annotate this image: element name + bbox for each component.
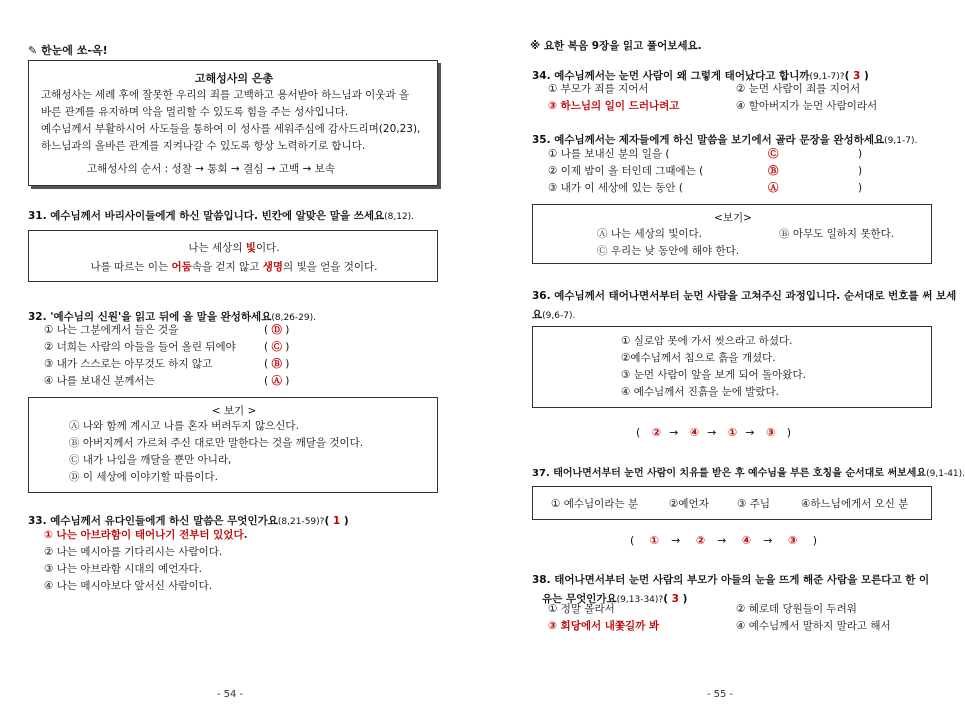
q33-option: ④ 나는 메시아보다 앞서신 사람이다. xyxy=(44,580,213,592)
section-header: ✎ 한눈에 쏘-옥! xyxy=(28,44,108,57)
q32-item: ④ 나를 보내신 분께서는 ( Ⓐ ) xyxy=(44,375,290,387)
question-38-ref: (9,13-34)? xyxy=(616,595,664,605)
question-37-text: 37. 태어나면서부터 눈먼 사람이 치유를 받은 후 예수님을 부른 호칭을 순서대로 써보세요 xyxy=(532,468,927,479)
question-34: 34. 예수님께서는 눈먼 사람이 왜 그렇게 태어났다고 합니까(9,1-7)?( 3 ) xyxy=(532,70,869,82)
page-number: - 54 - xyxy=(216,689,244,700)
q32-example-box xyxy=(28,397,438,493)
q37-titles-box xyxy=(532,486,932,520)
q37-title-item: ① 예수님이라는 분 xyxy=(551,498,639,510)
q35-items xyxy=(548,146,862,197)
q38-option: ① 정말 몰라서 xyxy=(548,603,615,615)
q35-box-item: Ⓐ 나는 세상의 빛이다. xyxy=(597,228,702,240)
q33-option: ② 나는 메시아를 기다리시는 사람이다. xyxy=(44,546,223,558)
question-32-ref: (8,26-29). xyxy=(271,313,316,323)
intro-text xyxy=(41,87,420,155)
q35-box-item: Ⓒ 우리는 낮 동안에 해야 한다. xyxy=(597,245,740,257)
q31-answer-box xyxy=(28,230,438,282)
q31-answer-darkness: 어둠 xyxy=(171,261,192,273)
q36-step: ① 실로암 못에 가서 씻으라고 하셨다. xyxy=(621,335,793,347)
q32-box-item: Ⓐ 나와 함께 계시고 나를 혼자 버려두지 않으신다. xyxy=(69,420,299,432)
q32-item: ③ 내가 스스로는 아무것도 하지 않고 ( Ⓑ ) xyxy=(44,358,290,370)
q38-option: ④ 예수님께서 말하지 말라고 해서 xyxy=(736,620,891,632)
q34-option: ① 부모가 죄를 지어서 xyxy=(548,83,649,95)
question-35 xyxy=(532,132,917,147)
q38-option: ② 혜로데 당원들이 두려워 xyxy=(736,603,857,615)
q34-options xyxy=(548,81,877,115)
right-page xyxy=(480,0,965,720)
q35-item: ② 이제 밤이 올 터인데 그때에는 ( Ⓑ ) xyxy=(548,165,863,177)
q31-answer-light: 빛 xyxy=(245,242,256,254)
q37-title-item: ④하느님에게서 오신 분 xyxy=(801,498,909,510)
question-35-text: 35. 예수님께서는 제자들에게 하신 말씀을 보기에서 골라 문장을 완성하세요 xyxy=(532,134,885,146)
q32-item: ① 나는 그분에게서 들은 것을 ( Ⓓ ) xyxy=(44,324,290,336)
q36-step: ③ 눈먼 사람이 앞을 보게 되어 돌아왔다. xyxy=(621,369,806,381)
question-38: 38. 태어나면서부터 눈먼 사람의 부모가 아들의 눈을 뜨게 해준 사람을 모른다고 한 이 유는 무엇인가요(9,13-34)?( 3 ) xyxy=(532,574,930,605)
confession-order: 고해성사의 순서 : 성찰 → 통회 → 결심 → 고백 → 보속 xyxy=(87,163,335,175)
question-36-ref: (9,6-7). xyxy=(542,311,576,321)
q31-line-1: 나는 세상의 빛이다. xyxy=(188,242,280,254)
intro-title: 고해성사의 은총 xyxy=(194,72,274,85)
q32-box-item: Ⓑ 아버지께서 가르쳐 주신 대로만 말한다는 것을 깨달을 것이다. xyxy=(69,437,364,449)
intro-box xyxy=(28,60,438,186)
question-34-ref: (9,1-7)? xyxy=(809,72,845,82)
q31-answer-life: 생명 xyxy=(262,261,283,273)
section-header: ※ 요한 복음 9장을 읽고 풀어보세요. xyxy=(530,40,702,52)
question-37-ref: (9,1-41). xyxy=(926,469,965,479)
q36-step: ②예수님께서 침으로 흙을 개셨다. xyxy=(621,352,776,364)
intro-line: 바른 관계를 유지하며 악을 멀리할 수 있도록 힘을 주는 성사입니다. xyxy=(41,106,349,118)
q33-answer: 1 xyxy=(332,515,341,527)
question-33: 33. 예수님께서 유다인들에게 하신 말씀은 무엇인가요(8,21-59)?( 1 ) xyxy=(28,515,349,527)
q36-answer: ③ xyxy=(765,426,776,439)
q37-answer-row: ( ① → ② → ④ → ③ ) xyxy=(630,534,818,547)
q34-answer: 3 xyxy=(853,70,861,82)
q32-item: ② 너희는 사람의 아들을 들어 올린 뒤에야 ( Ⓒ ) xyxy=(44,341,290,353)
q36-answer-row: ( ② → ④ → ① → ③ ) xyxy=(636,426,792,439)
q31-line-2: 나를 따르는 이는 어둠속을 걷지 않고 생명의 빛을 얻을 것이다. xyxy=(90,261,378,273)
question-32-text: 32. '예수님의 신원'을 읽고 뒤에 올 말을 완성하세요 xyxy=(28,311,272,323)
q36-step: ④ 예수님께서 진흙을 눈에 발랐다. xyxy=(621,386,779,398)
q34-option: ② 눈먼 사람이 죄를 지어서 xyxy=(736,83,861,95)
question-33-ref: (8,21-59)? xyxy=(277,517,325,527)
q32-box-item: Ⓒ 내가 나임을 깨달을 뿐만 아니라, xyxy=(69,454,232,466)
q35-item: ① 나를 보내신 분의 일을 ( Ⓒ ) xyxy=(548,148,863,160)
question-38-text: 38. 태어나면서부터 눈먼 사람의 부모가 아들의 눈을 뜨게 해준 사람을 모른다고 한 이 xyxy=(532,574,930,586)
question-35-ref: (9,1-7). xyxy=(884,136,918,146)
q33-option: ③ 나는 아브라함 시대의 예언자다. xyxy=(44,563,202,575)
q36-answer: ② xyxy=(651,426,662,439)
q33-option: ① 나는 아브라함이 태어나기 전부터 있었다. xyxy=(44,529,248,541)
question-34-text: 34. 예수님께서는 눈먼 사람이 왜 그렇게 태어났다고 합니까 xyxy=(532,70,810,82)
intro-line: 고해성사는 세례 후에 잘못한 우리의 죄를 고백하고 용서받아 하느님과 이웃과 올 xyxy=(41,89,410,101)
question-31-text: 31. 예수님께서 바리사이들에게 하신 말씀입니다. 빈칸에 알맞은 말을 쓰세요 xyxy=(28,210,385,222)
question-37 xyxy=(532,464,965,479)
q32-box-title: < 보기 > xyxy=(211,405,257,417)
left-page xyxy=(0,0,480,720)
q38-options xyxy=(548,601,891,635)
q32-box-item: Ⓓ 이 세상에 이야기할 따름이다. xyxy=(69,471,218,483)
q33-options xyxy=(44,527,248,595)
q37-answer: ② xyxy=(695,534,706,547)
intro-line: 예수님께서 부활하시어 사도들을 통하여 이 성사를 세워주심에 감사드리며(20,23), xyxy=(41,123,421,135)
q37-answer: ① xyxy=(649,534,660,547)
q34-option: ④ 할아버지가 눈먼 사람이라서 xyxy=(736,100,878,112)
q37-answer: ③ xyxy=(787,534,798,547)
page-number: - 55 - xyxy=(706,689,734,700)
q32-items xyxy=(44,322,289,390)
question-36: 36. 예수님께서 태어나면서부터 눈먼 사람을 고쳐주신 과정입니다. 순서대로 번호를 써 보세 요(9,6-7). xyxy=(532,290,957,321)
q34-option: ③ 하느님의 일이 드러나려고 xyxy=(548,100,680,112)
q36-steps-box xyxy=(532,326,932,408)
q35-example-box xyxy=(532,204,932,264)
q36-answer: ① xyxy=(727,426,738,439)
q36-answer: ④ xyxy=(689,426,700,439)
q37-title-item: ③ 주님 xyxy=(737,498,771,510)
q38-answer: 3 xyxy=(671,593,679,605)
q37-title-item: ②예언자 xyxy=(669,498,709,510)
intro-line: 하느님과의 올바른 관계를 지켜나갈 수 있도록 항상 노력하기로 합니다. xyxy=(41,140,366,152)
question-31 xyxy=(28,208,414,223)
q37-answer: ④ xyxy=(741,534,752,547)
q35-box-item: Ⓑ 아무도 일하지 못한다. xyxy=(779,228,895,240)
q38-option: ③ 회당에서 내쫓길까 봐 xyxy=(548,620,660,632)
question-33-text: 33. 예수님께서 유다인들에게 하신 말씀은 무엇인가요 xyxy=(28,515,278,527)
question-36-text: 36. 예수님께서 태어나면서부터 눈먼 사람을 고쳐주신 과정입니다. 순서대로 번호를 써 보세 xyxy=(532,290,957,302)
q35-box-title: <보기> xyxy=(714,212,752,224)
q35-item: ③ 내가 이 세상에 있는 동안 ( Ⓐ ) xyxy=(548,182,863,194)
question-31-ref: (8,12). xyxy=(384,212,415,222)
